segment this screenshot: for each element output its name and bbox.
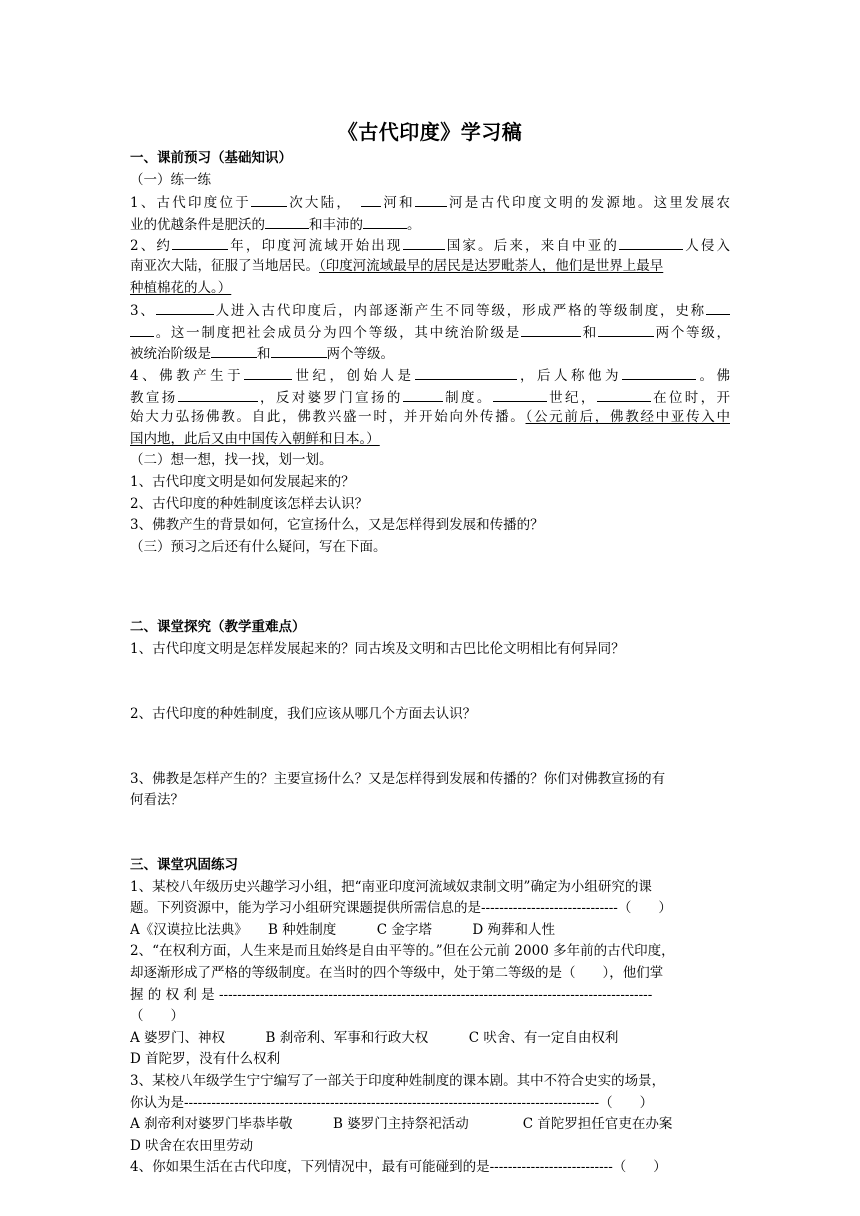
answer-blank[interactable] bbox=[706, 299, 730, 315]
think-question-2: 2、古代印度的种姓制度该怎样去认识？ bbox=[130, 495, 369, 512]
answer-blank[interactable] bbox=[363, 213, 407, 229]
answer-blank[interactable] bbox=[178, 386, 258, 402]
answer-blank[interactable] bbox=[415, 191, 447, 207]
answer-blank[interactable] bbox=[156, 299, 214, 315]
answer-blank[interactable] bbox=[130, 321, 154, 337]
answer-blank[interactable] bbox=[619, 234, 683, 250]
answer-blank[interactable] bbox=[271, 342, 327, 358]
fill-question-2-line-3: 种植棉花的人。） bbox=[130, 279, 232, 296]
mc-question-1-line-1: 1、某校八年级历史兴趣学习小组，把“南亚印度河流域奴隶制文明”确定为小组研究的课 bbox=[130, 878, 652, 895]
mc-question-2-line-2: 却逐渐形成了严格的等级制度。在当时的四个等级中，处于第二等级的是（ ），他们掌 bbox=[130, 964, 664, 981]
fill-question-1-line-1: 1、古代印度位于 次大陆， 河和 河是古代印度文明的发源地。这里发展农 bbox=[130, 191, 730, 213]
explore-question-2: 2、古代印度的种姓制度，我们应该从哪几个方面去认识？ bbox=[130, 705, 477, 722]
answer-blank[interactable] bbox=[415, 364, 517, 380]
think-question-3: 3、佛教产生的背景如何，它宣扬什么，又是怎样得到发展和传播的？ bbox=[130, 517, 544, 534]
answer-blank[interactable] bbox=[403, 386, 443, 402]
subsection-think: （二）想一想，找一找，划一划。 bbox=[130, 452, 333, 469]
fill-question-2-line-1: 2、约 年，印度河流域开始出现 国家。后来，来自中亚的 人侵入 bbox=[130, 234, 730, 256]
explore-question-3-line-1: 3、佛教是怎样产生的？主要宣扬什么？又是怎样得到发展和传播的？你们对佛教宣扬的有 bbox=[130, 770, 666, 787]
fill-question-4-line-1: 4、佛教产生于 世纪，创始人是 ，后人称他为 。佛 bbox=[130, 364, 730, 386]
mc-question-2-line-1: 2、“在权利方面，人生来是而且始终是自由平等的。”但在公元前 2000 多年前的古代印度， bbox=[130, 943, 675, 960]
subsection-practice: （一）练一练 bbox=[130, 171, 211, 188]
answer-blank[interactable] bbox=[493, 386, 547, 402]
answer-blank[interactable] bbox=[597, 386, 651, 402]
answer-blank[interactable] bbox=[251, 191, 287, 207]
answer-blank[interactable] bbox=[361, 191, 381, 207]
mc-question-2-line-4: （ ） bbox=[130, 1008, 184, 1025]
mc-question-1-line-2: 题。下列资源中，能为学习小组研究课题提供所需信息的是------------------------------（ ） bbox=[130, 900, 672, 917]
fill-question-4-line-4: 国内地，此后又由中国传入朝鲜和日本。） bbox=[130, 430, 380, 447]
answer-blank[interactable] bbox=[622, 364, 696, 380]
answer-blank[interactable] bbox=[265, 213, 309, 229]
answer-blank[interactable] bbox=[521, 321, 581, 337]
answer-blank[interactable] bbox=[598, 321, 654, 337]
think-question-1: 1、古代印度文明是如何发展起来的？ bbox=[130, 473, 355, 490]
explore-question-3-line-2: 何看法？ bbox=[130, 792, 184, 809]
mc-question-3-options-2: D 吠舍在农田里劳动 bbox=[130, 1137, 254, 1154]
fill-question-3-line-2: 。这一制度把社会成员分为四个等级，其中统治阶级是 和 两个等级， bbox=[130, 321, 730, 343]
fill-question-4-line-3: 始大力弘扬佛教。自此，佛教兴盛一时，并开始向外传播。（公元前后，佛教经中亚传入中 bbox=[130, 409, 730, 426]
subsection-questions: （三）预习之后还有什么疑问，写在下面。 bbox=[130, 538, 387, 555]
mc-question-3-line-2: 你认为是-------------------------------------------------------------------------------------------（ ） bbox=[130, 1094, 654, 1111]
fill-question-3-line-3: 被统治阶级是 和 两个等级。 bbox=[130, 342, 730, 364]
fill-question-2-line-2: 南亚次大陆，征服了当地居民。（印度河流域最早的居民是达罗毗荼人，他们是世界上最早 bbox=[130, 257, 664, 274]
mc-question-2-options-2: D 首陀罗，没有什么权利 bbox=[130, 1051, 281, 1068]
answer-blank[interactable] bbox=[403, 234, 445, 250]
mc-question-3-options-1: A 刹帝利对婆罗门毕恭毕敬 B 婆罗门主持祭祀活动 C 首陀罗担任官吏在办案 bbox=[130, 1116, 673, 1133]
section-heading-practice: 三、课堂巩固练习 bbox=[130, 857, 238, 873]
document-body bbox=[130, 148, 730, 1179]
mc-question-4: 4、你如果生活在古代印度，下列情况中，最有可能碰到的是---------------------------（ ） bbox=[130, 1159, 667, 1176]
answer-blank[interactable] bbox=[172, 234, 228, 250]
fill-question-3-line-1: 3、 人进入古代印度后，内部逐渐产生不同等级，形成严格的等级制度，史称 bbox=[130, 299, 730, 321]
section-heading-explore: 二、课堂探究（教学重难点） bbox=[130, 619, 306, 636]
answer-blank[interactable] bbox=[244, 364, 292, 380]
answer-blank[interactable] bbox=[211, 342, 257, 358]
section-heading-preview: 一、课前预习（基础知识） bbox=[130, 150, 292, 166]
mc-question-2-line-3: 握 的 权 利 是 ----------------------------------------------------------------------------------------------- bbox=[130, 986, 653, 1003]
fill-question-1-line-2: 业的优越条件是肥沃的 和丰沛的 。 bbox=[130, 213, 730, 235]
fill-question-4-line-2: 教宣扬 ，反对婆罗门宣扬的 制度。 世纪， 在位时，开 bbox=[130, 386, 730, 408]
page-title: 《古代印度》学习稿 bbox=[337, 120, 523, 144]
explore-question-1: 1、古代印度文明是怎样发展起来的？同古埃及文明和古巴比伦文明相比有何异同？ bbox=[130, 641, 625, 658]
mc-question-3-line-1: 3、某校八年级学生宁宁编写了一部关于印度种姓制度的课本剧。其中不符合史实的场景， bbox=[130, 1072, 666, 1089]
mc-question-1-options: A《汉谟拉比法典》 B 种姓制度 C 金字塔 D 殉葬和人性 bbox=[130, 921, 555, 938]
mc-question-2-options-1: A 婆罗门、神权 B 刹帝利、军事和行政大权 C 吠舍、有一定自由权利 bbox=[130, 1029, 619, 1046]
